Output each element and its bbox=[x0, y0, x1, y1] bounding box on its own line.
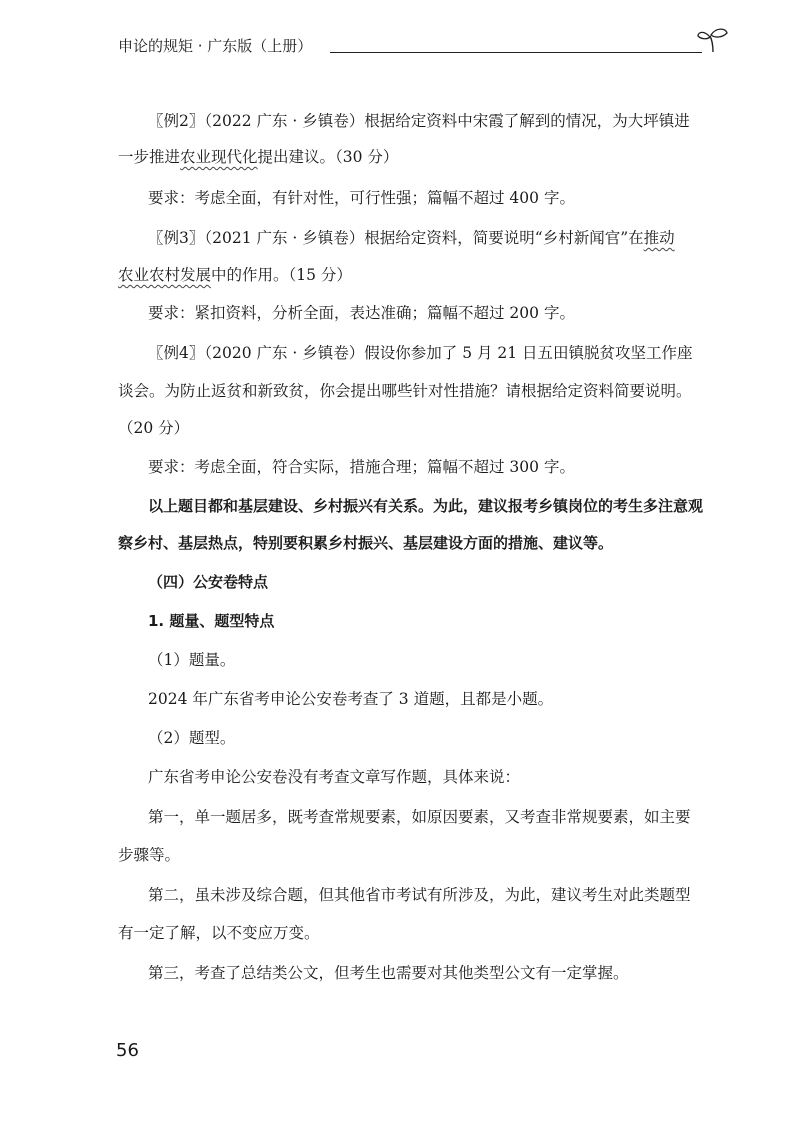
summary-line-2: 察乡村、基层热点，特别要积累乡村振兴、基层建设方面的措施、建议等。 bbox=[118, 534, 614, 552]
item-2-text: 广东省考申论公安卷没有考查文章写作题，具体来说： bbox=[148, 768, 521, 786]
example-2-emphasis: 农业现代化 bbox=[180, 148, 258, 166]
header-title: 申论的规矩 · 广东版（上册） bbox=[118, 37, 313, 55]
example-3-line-1 bbox=[148, 227, 748, 249]
example-2-text: 一步推进 bbox=[118, 148, 181, 166]
example-4-line-3: （20 分） bbox=[118, 419, 190, 437]
point-2-line-1: 第二，虽未涉及综合题，但其他省市考试有所涉及，为此，建议考生对此类题型 bbox=[148, 886, 691, 904]
item-1-heading: （1）题量。 bbox=[148, 651, 236, 669]
subsection-heading: 1. 题量、题型特点 bbox=[148, 612, 275, 630]
example-4-line-1: 〖例4〗（2020 广东 · 乡镇卷）假设你参加了 5 月 21 日五田镇脱贫攻坚工作座 bbox=[148, 344, 693, 362]
summary-line-1: 以上题目都和基层建设、乡村振兴有关系。为此，建议报考乡镇岗位的考生多注意观 bbox=[148, 497, 704, 515]
example-2-score: 提出建议。（30 分） bbox=[257, 148, 399, 166]
sprout-icon bbox=[696, 26, 730, 54]
example-2-requirement: 要求：考虑全面，有针对性，可行性强；篇幅不超过 400 字。 bbox=[148, 189, 575, 207]
example-3-text: 〖例3〗（2021 广东 · 乡镇卷）根据给定资料，简要说明“乡村新闻官”在 bbox=[148, 229, 644, 247]
item-1-text: 2024 年广东省考申论公安卷考查了 3 道题，且都是小题。 bbox=[148, 690, 554, 708]
example-2-line-2 bbox=[118, 146, 718, 168]
header-rule bbox=[330, 52, 702, 53]
example-4-line-2: 谈会。为防止返贫和新致贫，你会提出哪些针对性措施？请根据给定资料简要说明。 bbox=[118, 382, 692, 400]
example-3-emphasis-b: 农业农村发展 bbox=[118, 266, 212, 284]
page-number: 56 bbox=[116, 1040, 139, 1061]
point-1-line-1: 第一，单一题居多，既考查常规要素，如原因要素，又考查非常规要素，如主要 bbox=[148, 808, 691, 826]
point-2-line-2: 有一定了解，以不变应万变。 bbox=[118, 924, 320, 942]
example-3-emphasis-a: 推动 bbox=[643, 229, 675, 247]
example-2-line-1: 〖例2〗（2022 广东 · 乡镇卷）根据给定资料中宋霞了解到的情况，为大坪镇进 bbox=[148, 112, 690, 130]
running-header bbox=[118, 36, 718, 60]
item-2-heading: （2）题型。 bbox=[148, 729, 236, 747]
section-heading: （四）公安卷特点 bbox=[148, 573, 269, 591]
point-3: 第三，考查了总结类公文，但考生也需要对其他类型公文有一定掌握。 bbox=[148, 964, 629, 982]
example-3-score: 中的作用。（15 分） bbox=[211, 266, 352, 284]
example-3-line-2 bbox=[118, 264, 718, 286]
point-1-line-2: 步骤等。 bbox=[118, 846, 181, 864]
example-4-requirement: 要求：考虑全面，符合实际，措施合理；篇幅不超过 300 字。 bbox=[148, 458, 575, 476]
example-3-requirement: 要求：紧扣资料，分析全面，表达准确；篇幅不超过 200 字。 bbox=[148, 304, 575, 322]
